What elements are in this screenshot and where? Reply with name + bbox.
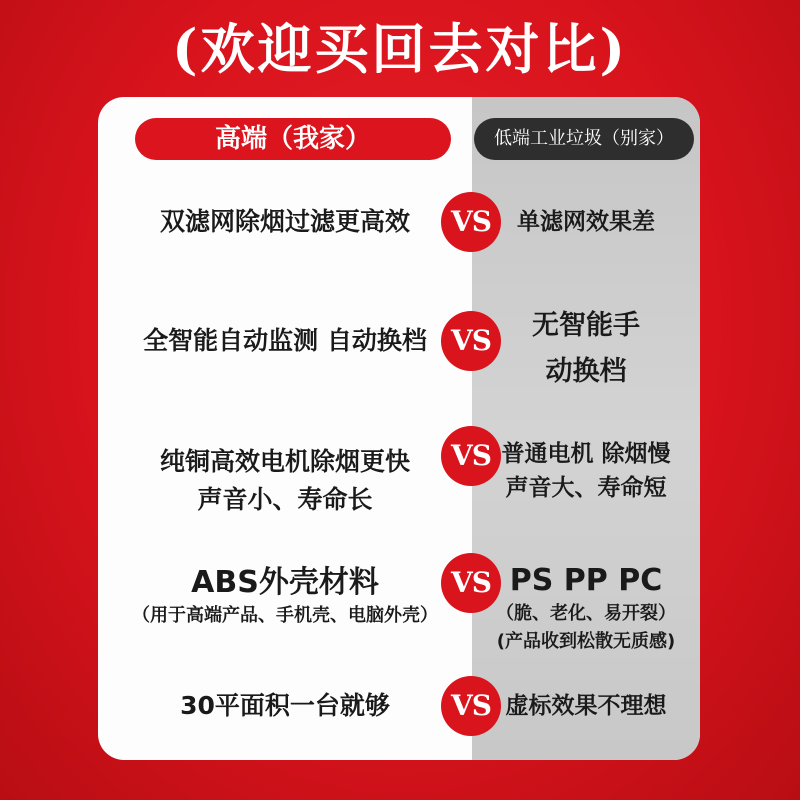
row-4-right-line-3: (产品收到松散无质感) — [496, 631, 676, 652]
row-1-right — [472, 205, 700, 239]
comparison-panel — [98, 97, 700, 760]
row-3-left-line-1: 纯铜高效电机除烟更快 — [159, 447, 410, 476]
row-1-right-line-1: 单滤网效果差 — [517, 209, 655, 235]
row-5-right — [472, 689, 700, 723]
row-4-left-line-2: （用于高端产品、手机壳、电脑外壳） — [132, 605, 438, 626]
competitor-header: 低端工业垃圾（别家） — [474, 118, 694, 160]
competitor-column-background — [472, 97, 700, 760]
row-2-left-line-1: 全智能自动监测 自动换档 — [143, 326, 427, 355]
row-3-right — [472, 437, 700, 505]
row-4-right-line-1: PS PP PC — [509, 563, 663, 598]
vs-badge-5: VS — [441, 676, 501, 736]
row-4-right — [472, 562, 700, 656]
row-2-left — [100, 322, 470, 360]
our-brand-header: 高端（我家） — [135, 118, 451, 160]
row-5-right-line-1: 虚标效果不理想 — [505, 693, 667, 719]
row-5-left — [100, 687, 470, 725]
vs-badge-2: VS — [441, 311, 501, 371]
row-2-right-line-1: 无智能手 — [532, 310, 640, 341]
row-4-left — [100, 564, 470, 630]
row-2-right — [472, 303, 700, 395]
vs-badge-3: VS — [441, 426, 501, 486]
row-3-right-line-2: 声音大、寿命短 — [505, 475, 667, 501]
row-3-left — [100, 443, 470, 519]
row-3-left-line-2: 声音小、寿命长 — [197, 485, 373, 514]
row-1-left — [100, 203, 470, 241]
vs-badge-1: VS — [441, 192, 501, 252]
row-1-left-line-1: 双滤网除烟过滤更高效 — [159, 207, 410, 236]
vs-badge-4: VS — [441, 553, 501, 613]
headline: (欢迎买回去对比) — [171, 17, 629, 81]
row-4-right-line-2: （脆、老化、易开裂） — [496, 603, 676, 624]
row-2-right-line-2: 动换档 — [545, 356, 627, 387]
row-4-left-line-1: ABS外壳材料 — [191, 565, 379, 600]
row-3-right-line-1: 普通电机 除烟慢 — [501, 441, 671, 467]
row-5-left-line-1: 30平面积一台就够 — [180, 691, 390, 720]
